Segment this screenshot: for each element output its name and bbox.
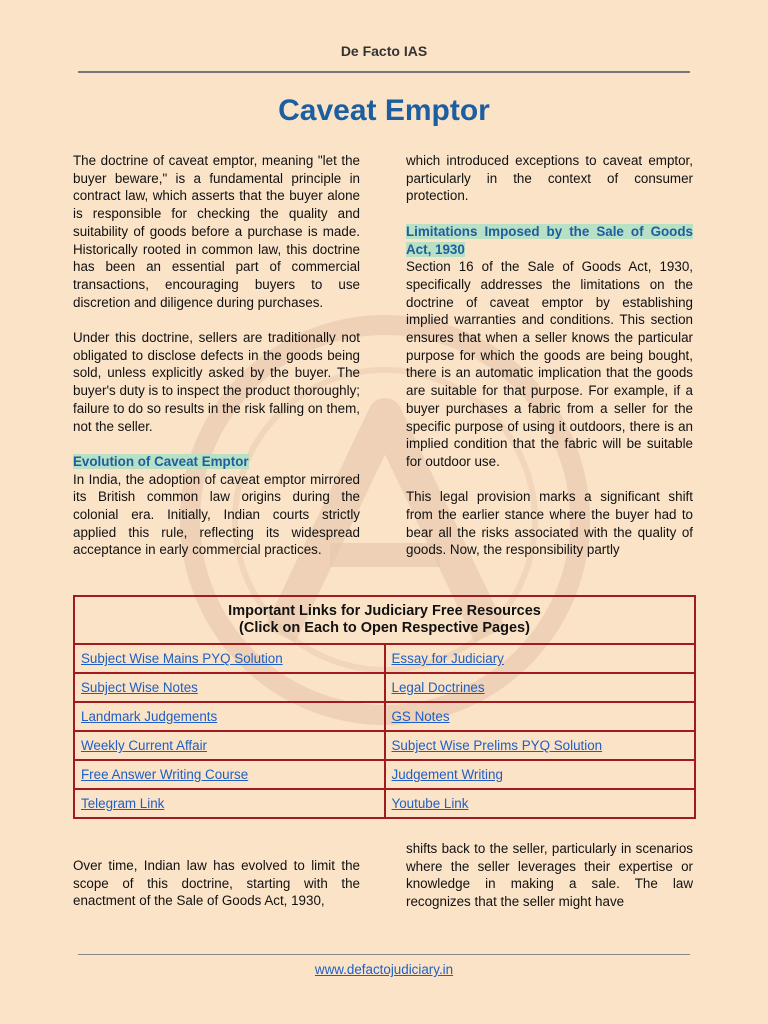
link-answer-writing[interactable]: Free Answer Writing Course [81,767,249,782]
continuation-paragraph: which introduced exceptions to caveat emptor, particularly in the context of consumer protection. [406,153,693,204]
doctrine-paragraph: Under this doctrine, sellers are traditionally not obligated to disclose defects in the goods being sold, unless explicitly asked by the buyer. The buyer's duty is to inspect the product thoroughly; failure to do so results in the risk falling on them, not the seller. [73,330,360,434]
links-table-title: Important Links for Judiciary Free Resources [228,603,541,619]
link-subject-notes[interactable]: Subject Wise Notes [81,680,198,695]
table-row [74,673,695,702]
footer-website-link[interactable]: www.defactojudiciary.in [314,962,454,977]
link-gs-notes[interactable]: GS Notes [391,709,450,724]
links-table [73,595,696,819]
evolution-paragraph: In India, the adoption of caveat emptor mirrored its British common law origins during the colonial era. Initially, Indian courts strictly applied this rule, reflecting its widespread acceptance in early commercial practices. [73,471,360,558]
link-prelims-pyq[interactable]: Subject Wise Prelims PYQ Solution [391,738,603,753]
bottom-left-column [73,857,360,910]
header-divider [78,71,690,73]
shift-continued-paragraph: shifts back to the seller, particularly in scenarios where the seller leverages their expertise or knowledge in making a sale. The law recognizes that the seller might have [406,841,693,910]
bottom-right-column [406,840,693,911]
right-column [406,152,693,559]
link-telegram[interactable]: Telegram Link [81,796,165,811]
link-mains-pyq[interactable]: Subject Wise Mains PYQ Solution [81,651,283,666]
links-table-header [74,596,695,644]
link-essay[interactable]: Essay for Judiciary [391,651,504,666]
table-row [74,789,695,818]
section16-paragraph: Section 16 of the Sale of Goods Act, 1930, specifically addresses the limitations on the doctrine of caveat emptor by establishing implied warranties and conditions. This section ensures that when a seller knows the particular purpose for which the goods are being bought, there is an automatic implication that the goods are suitable for that purpose. For example, if a buyer purchases a fabric from a seller for the specific purpose of using it outdoors, there is an implied condition that the fabric will be suitable for outdoor use. [406,259,693,469]
link-judgement-writing[interactable]: Judgement Writing [391,767,503,782]
link-youtube[interactable]: Youtube Link [391,796,469,811]
page-title: Caveat Emptor [278,94,490,127]
table-row [74,644,695,673]
intro-paragraph: The doctrine of caveat emptor, meaning "let the buyer beware," is a fundamental principle in contract law, which asserts that the buyer alone is responsible for checking the quality and suitability of goods before a purchase is made. Historically rooted in common law, this doctrine has been an essential part of commercial transactions, encouraging buyers to use discretion and diligence during purchases. [73,153,360,310]
shift-paragraph: This legal provision marks a significant shift from the earlier stance where the buyer had to bear all the risks associated with the quality of goods. Now, the responsibility partly [406,489,693,558]
link-landmark-judgements[interactable]: Landmark Judgements [81,709,218,724]
link-current-affair[interactable]: Weekly Current Affair [81,738,208,753]
table-row [74,702,695,731]
footer [0,962,768,977]
evolution-continued-paragraph: Over time, Indian law has evolved to limit the scope of this doctrine, starting with the enactment of the Sale of Goods Act, 1930, [73,858,360,909]
table-row [74,731,695,760]
left-column [73,152,360,559]
link-legal-doctrines[interactable]: Legal Doctrines [391,680,485,695]
footer-divider [78,954,690,955]
section-heading-limitations: Limitations Imposed by the Sale of Goods Act, 1930 [406,223,693,257]
header-brand: De Facto IAS [340,43,428,59]
section-heading-evolution: Evolution of Caveat Emptor [73,453,249,469]
table-row [74,760,695,789]
links-table-subtitle: (Click on Each to Open Respective Pages) [239,620,530,636]
